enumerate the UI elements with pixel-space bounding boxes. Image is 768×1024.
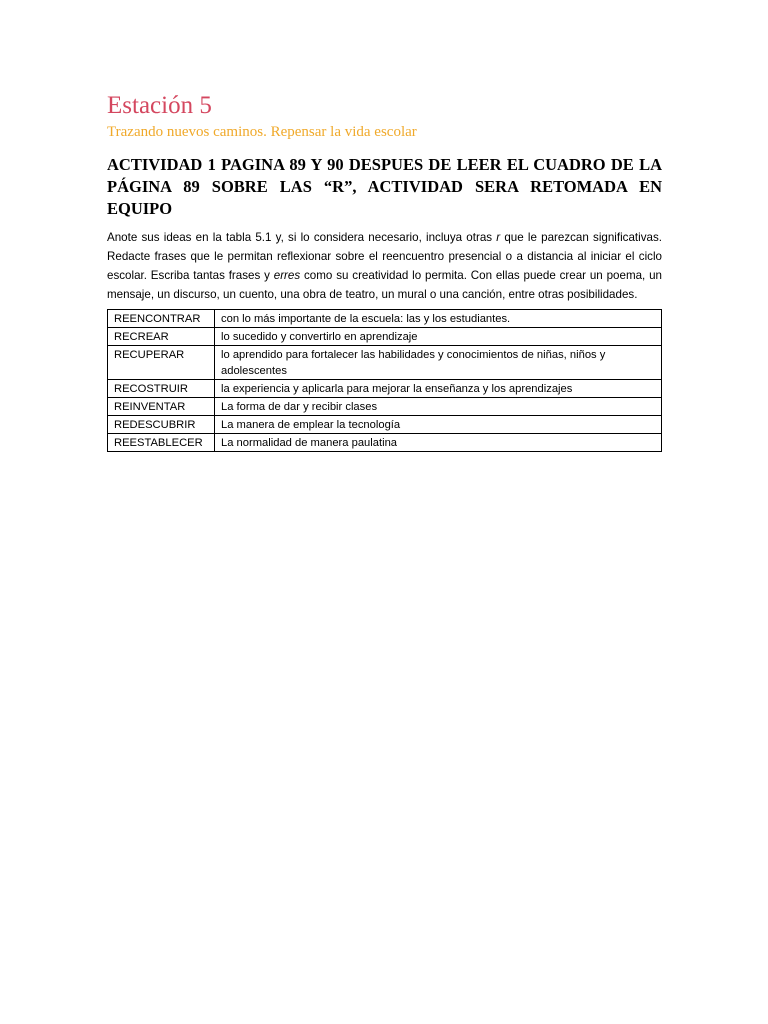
activity-heading: ACTIVIDAD 1 PAGINA 89 Y 90 DESPUES DE LEER EL CUADRO DE LA PÁGINA 89 SOBRE LAS “R”, ACTIVIDAD SERA RETOMADA EN EQUIPO [107,155,662,218]
instructions-part-2: que le parezcan significativas. Redacte frases que le permitan reflexionar sobre el reencuentro presencial o a distancia al iniciar el ciclo escolar. Escriba tantas frases y [107,231,662,282]
instructions-part-3: como su creatividad lo permita. Con ellas puede crear un poema, un mensaje, un discurso, un cuento, una obra de teatro, un mural o una canción, entre otras posibilidades. [107,269,662,301]
table-phrase-cell: lo sucedido y convertirlo en aprendizaje [215,328,662,346]
table-row [108,346,662,380]
table-phrase-cell: La forma de dar y recibir clases [215,398,662,416]
table-phrase-cell: La manera de emplear la tecnología [215,416,662,434]
r-table [107,309,662,452]
table-phrase-cell: con lo más importante de la escuela: las y los estudiantes. [215,310,662,328]
table-row [108,328,662,346]
document-page [107,90,662,452]
table-phrase-cell: La normalidad de manera paulatina [215,434,662,452]
station-title: Estación 5 [107,92,212,119]
table-row [108,398,662,416]
table-phrase-cell: la experiencia y aplicarla para mejorar la enseñanza y los aprendizajes [215,380,662,398]
table-row [108,416,662,434]
instructions-paragraph [107,228,662,304]
instructions-r: r [496,231,501,244]
station-subtitle: Trazando nuevos caminos. Repensar la vida escolar [107,124,417,140]
table-phrase-cell: lo aprendido para fortalecer las habilidades y conocimientos de niñas, niños y adolescentes [215,346,662,380]
table-term-cell: REDESCUBRIR [108,416,215,434]
table-row [108,380,662,398]
instructions-part-1: Anote sus ideas en la tabla 5.1 y, si lo considera necesario, incluya otras [107,231,497,244]
table-term-cell: REESTABLECER [108,434,215,452]
table-row [108,310,662,328]
table-row [108,434,662,452]
table-term-cell: RECREAR [108,328,215,346]
instructions-erres: erres [273,269,301,282]
table-term-cell: RECUPERAR [108,346,215,380]
table-term-cell: REINVENTAR [108,398,215,416]
table-term-cell: RECOSTRUIR [108,380,215,398]
table-term-cell: REENCONTRAR [108,310,215,328]
